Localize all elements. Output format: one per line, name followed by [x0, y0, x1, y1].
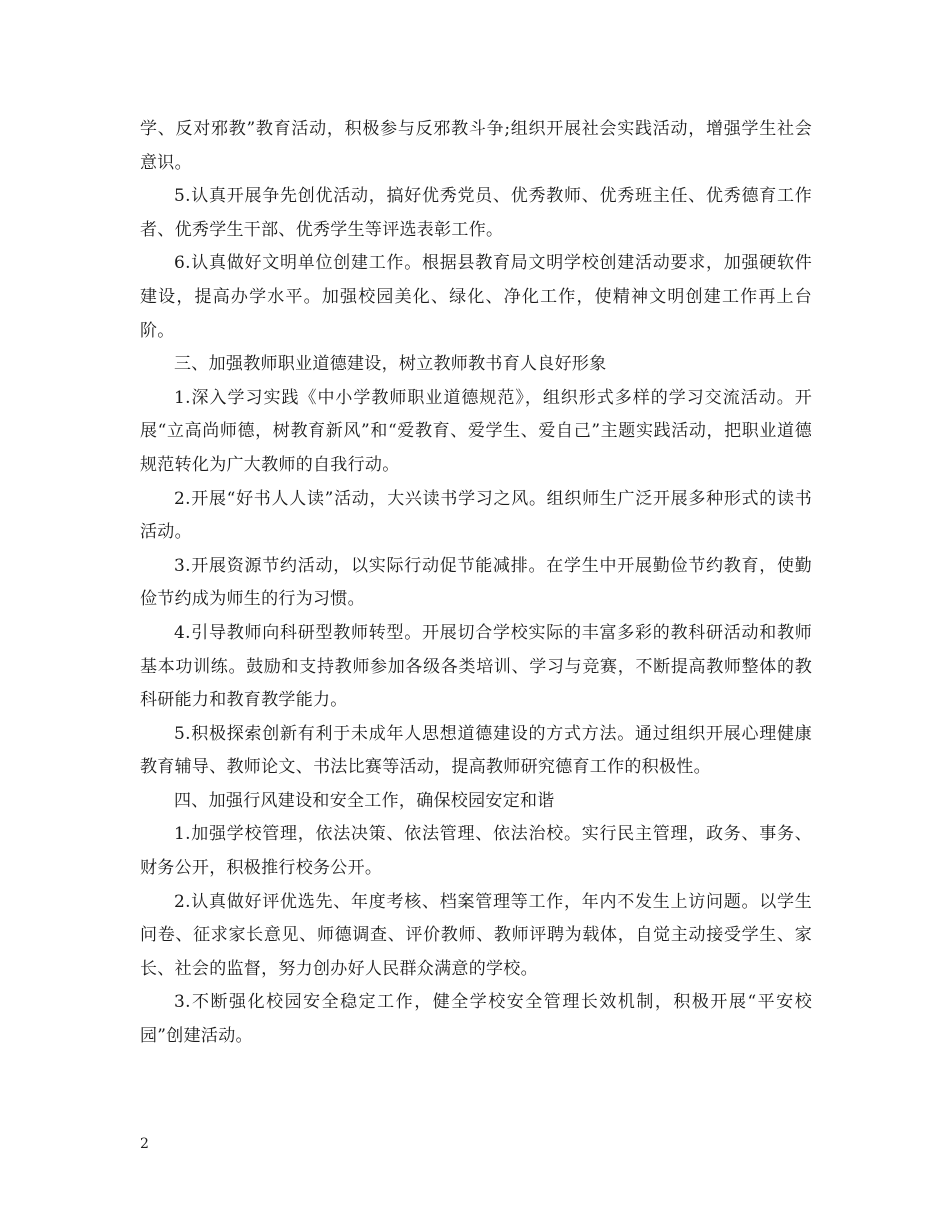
document-body: [140, 113, 812, 1054]
paragraph-item-4-research: 4.引导教师向科研型教师转型。开展切合学校实际的丰富多彩的教科研活动和教师基本功训练。鼓励和支持教师参加各级各类培训、学习与竞赛，不断提高教师整体的教科研能力和教育教学能力。: [140, 622, 812, 711]
paragraph-item-1-ethics-study: 1.深入学习实践《中小学教师职业道德规范》，组织形式多样的学习交流活动。开展“立高尚师德，树教育新风”和“爱教育、爱学生、爱自己”主题实践活动，把职业道德规范转化为广大教师的自我行动。: [140, 387, 812, 475]
paragraph-item-2-reading: 2.开展“好书人人读”活动，大兴读书学习之风。组织师生广泛开展多种形式的读书活动。: [140, 488, 812, 543]
paragraph-continuation: 学、反对邪教”教育活动，积极参与反邪教斗争;组织开展社会实践活动，增强学生社会意识。: [140, 119, 812, 173]
paragraph-item-5-moral-education: 5.积极探索创新有利于未成年人思想道德建设的方式方法。通过组织开展心理健康教育辅导、教师论文、书法比赛等活动，提高教师研究德育工作的积极性。: [140, 723, 812, 778]
section-heading-3: 三、加强教师职业道德建设，树立教师教书育人良好形象: [174, 354, 607, 375]
paragraph-item-1-management: 1.加强学校管理，依法决策、依法管理、依法治校。实行民主管理，政务、事务、财务公开，积极推行校务公开。: [140, 824, 812, 879]
paragraph-item-5-award: 5.认真开展争先创优活动，搞好优秀党员、优秀教师、优秀班主任、优秀德育工作者、优秀学生干部、优秀学生等评选表彰工作。: [140, 186, 812, 240]
paragraph-item-2-evaluation: 2.认真做好评优选先、年度考核、档案管理等工作，年内不发生上访问题。以学生问卷、征求家长意见、师德调查、评价教师、教师评聘为载体，自觉主动接受学生、家长、社会的监督，努力创办好人民群众满意的学校。: [140, 891, 812, 979]
page-number: 2: [140, 1136, 149, 1152]
paragraph-item-3-safety: 3.不断强化校园安全稳定工作，健全学校安全管理长效机制，积极开展“平安校园”创建活动。: [140, 992, 812, 1047]
section-heading-4: 四、加强行风建设和安全工作，确保校园安定和谐: [174, 790, 555, 811]
paragraph-item-6-civilization: 6.认真做好文明单位创建工作。根据县教育局文明学校创建活动要求，加强硬软件建设，提高办学水平。加强校园美化、绿化、净化工作，使精神文明创建工作再上台阶。: [140, 253, 812, 341]
paragraph-item-3-saving: 3.开展资源节约活动，以实际行动促节能减排。在学生中开展勤俭节约教育，使勤俭节约成为师生的行为习惯。: [140, 555, 812, 610]
